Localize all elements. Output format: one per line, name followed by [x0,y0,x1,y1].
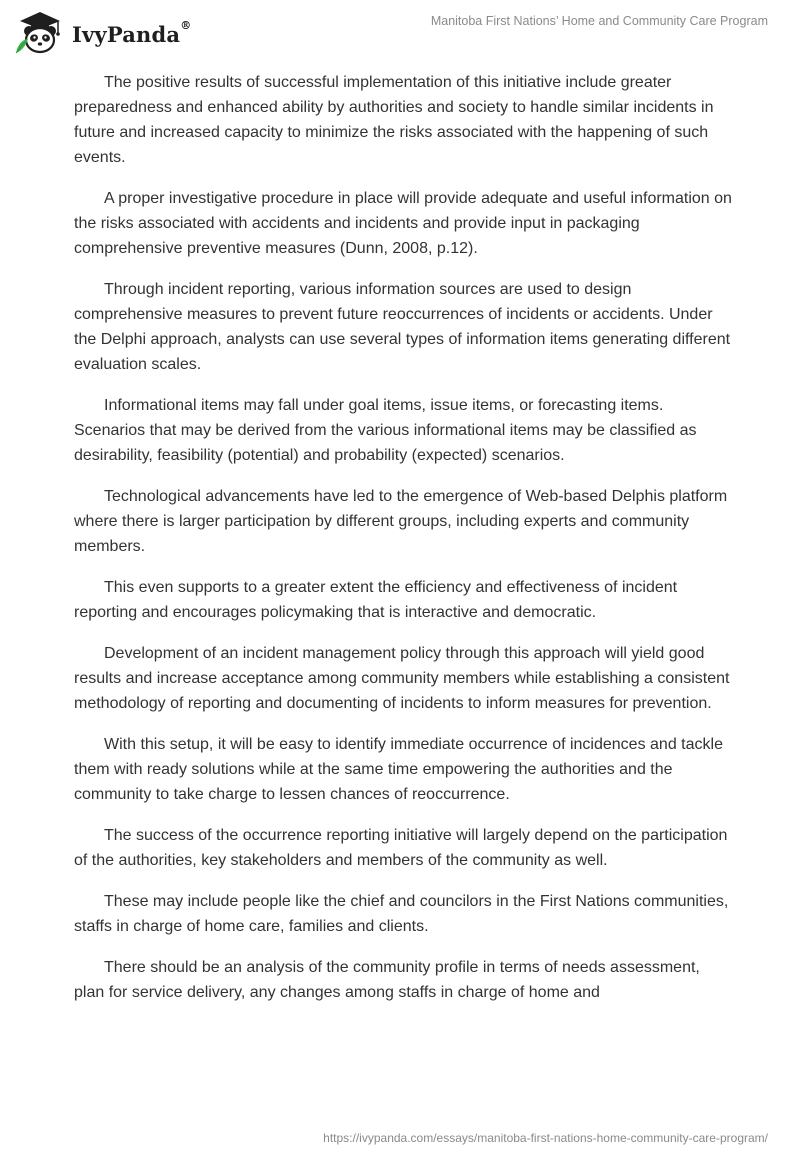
paragraph: The positive results of successful implementation of this initiative include greater preparedness and enhanced ability by authorities and society to handle similar incidents in future and increased capacity to minimize the risks associated with the happening of such events. [74,74,714,166]
ivypanda-logo[interactable] [14,9,191,55]
brand-name-text: IvyPanda [72,21,181,47]
brand-name [72,18,192,47]
paragraph: Informational items may fall under goal items, issue items, or forecasting items. Scenarios that may be derived from the various informational items may be classified as desirability, feasibility (potential) and probability (expected) scenarios. [74,397,697,464]
essay-body [74,70,734,1021]
paragraph: Technological advancements have led to the emergence of Web-based Delphis platform where there is larger participation by different groups, including experts and community members. [74,488,728,555]
paragraph: There should be an analysis of the community profile in terms of needs assessment, plan for service delivery, any changes among staffs in charge of home and [74,959,700,1001]
document-title: Manitoba First Nations’ Home and Community Care Program [430,14,768,28]
registered-mark: ® [180,18,192,32]
paragraph: This even supports to a greater extent the efficiency and effectiveness of incident reporting and encourages policymaking that is interactive and democratic. [74,579,678,621]
paragraph: These may include people like the chief and councilors in the First Nations communities, staffs in charge of home care, families and clients. [74,893,729,935]
page-header [0,0,800,62]
paragraph: Development of an incident management policy through this approach will yield good results and increase acceptance among community members while establishing a consistent methodology of reporting and documenting of incidents to inform measures for prevention. [74,645,730,712]
panda-graduate-icon [14,9,66,55]
paragraph: The success of the occurrence reporting initiative will largely depend on the participation of the authorities, key stakeholders and members of the community as well. [74,827,728,869]
paragraph: A proper investigative procedure in place will provide adequate and useful information on the risks associated with accidents and incidents and provide input in packaging comprehensive preventive measures (Dunn, 2008, p.12). [74,190,732,257]
paragraph: With this setup, it will be easy to identify immediate occurrence of incidences and tackle them with ready solutions while at the same time empowering the authorities and the community to take charge to lessen chances of reoccurrence. [74,736,723,803]
source-url[interactable]: https://ivypanda.com/essays/manitoba-first-nations-home-community-care-program/ [323,1131,768,1145]
paragraph: Through incident reporting, various information sources are used to design comprehensive measures to prevent future reoccurrences of incidents or accidents. Under the Delphi approach, analysts can use several types of information items generating different evaluation scales. [74,281,731,373]
